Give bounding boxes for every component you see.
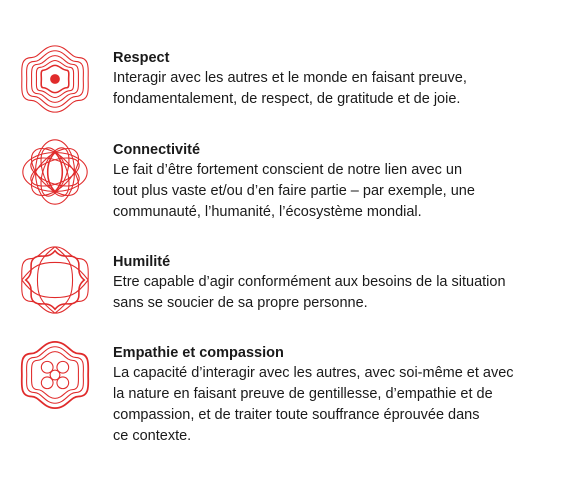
value-title: Empathie et compassion [113, 345, 284, 361]
humility-icon [16, 241, 94, 319]
value-text-empathy [113, 343, 563, 447]
respect-icon [16, 40, 94, 118]
value-description-line: La capacité d’interagir avec les autres, avec soi-même et avec [113, 365, 514, 381]
value-description-line: ce contexte. [113, 428, 192, 444]
value-description-line: la nature en faisant preuve de gentillesse, d’empathie et de [113, 386, 493, 402]
value-description-line: Etre capable d’agir conformément aux besoins de la situation [113, 274, 506, 290]
value-description-line: compassion, et de traiter toute souffrance éprouvée dans [113, 407, 480, 423]
value-description-line: sans se soucier de sa propre personne. [113, 295, 368, 311]
connectivity-icon [16, 133, 94, 211]
value-text-respect [113, 48, 563, 110]
value-title: Connectivité [113, 142, 201, 158]
value-description-line: tout plus vaste et/ou d’en faire partie – par exemple, une [113, 183, 475, 199]
value-title: Humilité [113, 254, 171, 270]
value-title: Respect [113, 50, 170, 66]
value-text-connectivity [113, 140, 563, 223]
value-description-line: communauté, l’humanité, l’écosystème mondial. [113, 204, 422, 220]
value-text-humility [113, 252, 563, 314]
empathy-icon [16, 336, 94, 414]
value-description-line: Le fait d’être fortement conscient de notre lien avec un [113, 162, 463, 178]
value-description-line: Interagir avec les autres et le monde en faisant preuve, [113, 70, 467, 86]
value-description-line: fondamentalement, de respect, de gratitude et de joie. [113, 91, 461, 107]
